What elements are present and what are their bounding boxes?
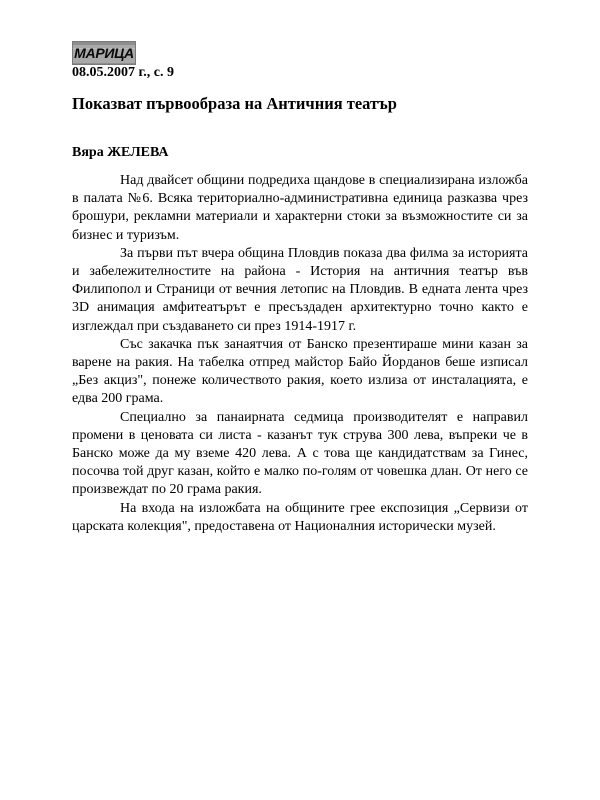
article-author: Вяра ЖЕЛЕВА <box>72 145 169 160</box>
newspaper-logo <box>72 41 136 65</box>
article-paragraph: Специално за панаирната седмица производителят е направил промени в ценовата си листа - казанът тук струва 300 лева, въпреки че в Банско може да му вземе 420 лева. А с това ще кандидатствам за Гинес, посочва той друг казан, който е малко по-голям от човешка длан. От него се произвеждат по 20 грама ракия. <box>72 409 528 498</box>
publication-dateline: 08.05.2007 г., с. 9 <box>72 65 174 80</box>
article-paragraph: Със закачка пък занаятчия от Банско презентираше мини казан за варене на ракия. На табелка отпред майстор Байо Йорданов беше изписал „Без акциз", понеже количеството ракия, което излиза от инсталацията, е едва 200 грама. <box>72 336 528 407</box>
article-paragraph: За първи път вчера община Пловдив показа два филма за историята и забележителностите на района - История на античния театър във Филипопол и Страници от вечния летопис на Пловдив. В едната лента чрез 3D анимация амфитеатърът е пресъздаден архитектурно точно както е изглеждал при създаването си през 1914-1917 г. <box>72 245 528 334</box>
article-body <box>72 172 528 536</box>
article-title: Показват първообраза на Античния театър <box>72 94 397 113</box>
article-paragraph: Над двайсет общини подредиха щандове в специализирана изложба в палата №6. Всяка териториално-административна единица разказва чрез брошури, рекламни материали и характерни стоки за възможностите си за бизнес и туризъм. <box>72 173 528 243</box>
article-paragraph: На входа на изложбата на общините грее експозиция „Сервизи от царската колекция", предоставена от Националния исторически музей. <box>72 500 528 534</box>
logo-text: МАРИЦА <box>74 45 134 61</box>
